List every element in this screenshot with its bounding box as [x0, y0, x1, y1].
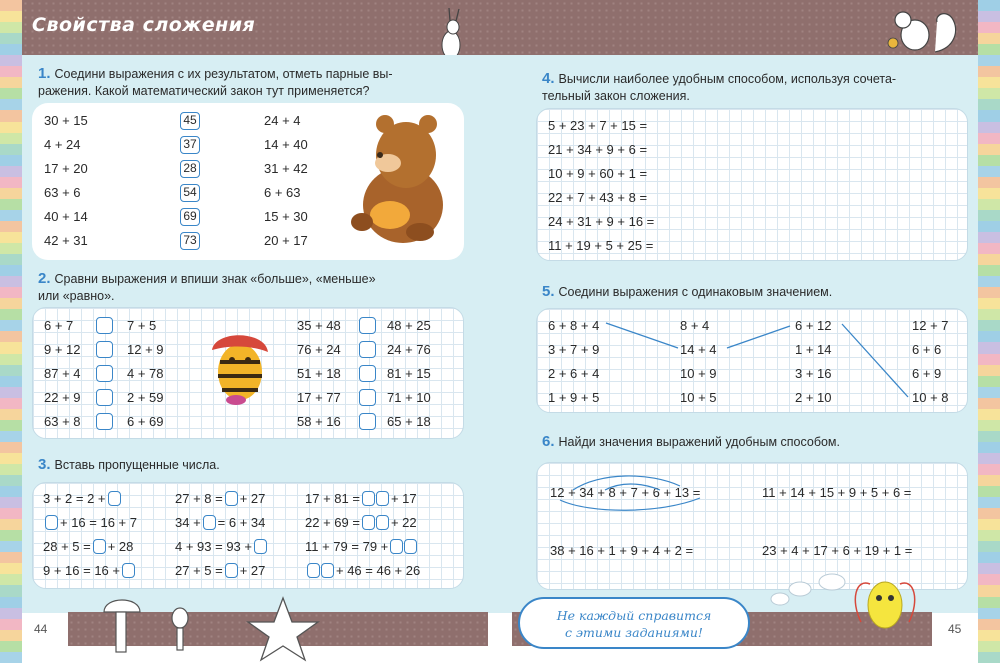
task1-left-expression: 17 + 20 — [44, 161, 88, 176]
task1-right-expression: 6 + 63 — [264, 185, 301, 200]
task3-blank-box[interactable] — [225, 491, 238, 506]
task1-right-expression: 14 + 40 — [264, 137, 308, 152]
task3-equation-part: 3 + 2 = 2 + — [43, 491, 106, 506]
task3-blank-group[interactable] — [254, 539, 267, 554]
task1-result-box[interactable]: 28 — [180, 160, 200, 178]
task2-compare-box[interactable] — [96, 413, 113, 430]
task2-right-expression: 76 + 24 — [297, 342, 341, 357]
task6-instruction: 6. Найди значения выражений удобным способом. — [542, 433, 840, 450]
task1-result-box[interactable]: 37 — [180, 136, 200, 154]
task5-expression: 3 + 16 — [795, 366, 832, 381]
task1-left-expression: 40 + 14 — [44, 209, 88, 224]
task2-compare-box[interactable] — [359, 413, 376, 430]
task2-compare-box[interactable] — [359, 317, 376, 334]
task3-blank-group[interactable] — [45, 515, 58, 530]
task2-compare-box[interactable] — [96, 365, 113, 382]
task3-blank-box[interactable] — [254, 539, 267, 554]
task3-equation — [175, 539, 269, 554]
task3-equation — [305, 539, 419, 554]
task5-expression: 10 + 8 — [912, 390, 949, 405]
task5-instruction: 5. Соедини выражения с одинаковым значением. — [542, 283, 833, 300]
task2-right-expression: 35 + 48 — [297, 318, 341, 333]
task3-equation — [43, 491, 123, 506]
task2-left-expression: 9 + 12 — [44, 342, 81, 357]
task6-expression: 12 + 34 + 8 + 7 + 6 + 13 = — [550, 485, 701, 500]
task5-expression: 6 + 9 — [912, 366, 942, 381]
footer-bar-left — [68, 612, 488, 646]
cloud-line2: с этими заданиями! — [565, 625, 703, 640]
task1-left-expression: 4 + 24 — [44, 137, 81, 152]
task3-equation-part: 28 + 5 = — [43, 539, 91, 554]
task3-equation-part: 9 + 16 = 16 + — [43, 563, 120, 578]
task3-equation-part: + 17 — [390, 491, 417, 506]
task3-blank-box[interactable] — [108, 491, 121, 506]
task6-expression: 11 + 14 + 15 + 9 + 5 + 6 = — [762, 485, 912, 500]
task3-instruction: 3. Вставь пропущенные числа. — [38, 456, 220, 473]
task1-instruction: 1. Соедини выражения с их результатом, отметь парные вы- ражения. Какой математический закон тут применяется? — [38, 65, 393, 98]
task4-expression: 24 + 31 + 9 + 16 = — [548, 214, 655, 229]
page-number-right: 45 — [948, 622, 962, 636]
task3-blank-box[interactable] — [404, 539, 417, 554]
task3-equation — [175, 515, 265, 530]
task3-equation — [43, 539, 133, 554]
task3-equation-part: + 27 — [239, 491, 266, 506]
task2-left-expression: 7 + 5 — [127, 318, 157, 333]
right-color-stripes — [978, 0, 1000, 663]
task2-compare-box[interactable] — [359, 341, 376, 358]
task5-expression: 6 + 8 + 4 — [548, 318, 600, 333]
task2-right-expression: 17 + 77 — [297, 390, 341, 405]
task3-blank-box[interactable] — [390, 539, 403, 554]
task2-number: 2. — [38, 270, 51, 287]
task6-expression: 38 + 16 + 1 + 9 + 4 + 2 = — [550, 543, 694, 558]
task3-number: 3. — [38, 456, 51, 473]
task5-grid — [536, 308, 968, 413]
task5-expression: 1 + 14 — [795, 342, 832, 357]
task2-right-expression: 81 + 15 — [387, 366, 431, 381]
task3-equation-part: 34 + — [175, 515, 201, 530]
task2-left-expression: 2 + 59 — [127, 390, 164, 405]
task1-result-box[interactable]: 69 — [180, 208, 200, 226]
task2-right-expression: 58 + 16 — [297, 414, 341, 429]
task5-expression: 2 + 6 + 4 — [548, 366, 600, 381]
task2-right-expression: 48 + 25 — [387, 318, 431, 333]
task4-instruction: 4. Вычисли наиболее удобным способом, используя сочета- тельный закон сложения. — [542, 70, 897, 103]
task3-blank-group[interactable] — [203, 515, 216, 530]
task5-expression: 6 + 6 — [912, 342, 942, 357]
task3-blank-box[interactable] — [307, 563, 320, 578]
task2-right-expression: 24 + 76 — [387, 342, 431, 357]
task4-number: 4. — [542, 70, 555, 87]
task5-expression: 8 + 4 — [680, 318, 710, 333]
task1-left-expression: 42 + 31 — [44, 233, 88, 248]
task3-blank-group[interactable] — [225, 491, 238, 506]
task1-right-expression: 20 + 17 — [264, 233, 308, 248]
task3-equation-part: 4 + 93 = 93 + — [175, 539, 252, 554]
page-number-left: 44 — [34, 622, 48, 636]
task4-expression: 21 + 34 + 9 + 6 = — [548, 142, 648, 157]
task2-left-expression: 87 + 4 — [44, 366, 81, 381]
task3-blank-group[interactable] — [93, 539, 106, 554]
task3-equation — [43, 515, 137, 530]
task3-blank-group[interactable] — [390, 539, 417, 554]
task6-expression: 23 + 4 + 17 + 6 + 19 + 1 = — [762, 543, 913, 558]
task3-blank-group[interactable] — [362, 491, 389, 506]
task1-result-box[interactable]: 45 — [180, 112, 200, 130]
task5-number: 5. — [542, 283, 555, 300]
task3-blank-box[interactable] — [203, 515, 216, 530]
task5-expression: 2 + 10 — [795, 390, 832, 405]
task1-left-expression: 30 + 15 — [44, 113, 88, 128]
task1-left-expression: 63 + 6 — [44, 185, 81, 200]
task3-blank-box[interactable] — [225, 563, 238, 578]
task3-blank-group[interactable] — [362, 515, 389, 530]
task1-number: 1. — [38, 65, 51, 82]
task3-blank-group[interactable] — [122, 563, 135, 578]
task1-right-expression: 31 + 42 — [264, 161, 308, 176]
cloud-line1: Не каждый справится — [556, 608, 712, 623]
task2-compare-box[interactable] — [96, 341, 113, 358]
task3-equation — [43, 563, 137, 578]
task3-equation-part: 27 + 8 = — [175, 491, 223, 506]
task2-instruction: 2. Сравни выражения и впиши знак «больше», «меньше» или «равно». — [38, 270, 376, 303]
task3-equation — [305, 563, 420, 578]
task1-result-box[interactable]: 73 — [180, 232, 200, 250]
task3-equation-part: + 27 — [239, 563, 266, 578]
task5-expression: 3 + 7 + 9 — [548, 342, 600, 357]
task1-right-expression: 24 + 4 — [264, 113, 301, 128]
task4-expression: 10 + 9 + 60 + 1 = — [548, 166, 648, 181]
task5-expression: 12 + 7 — [912, 318, 949, 333]
task2-left-expression: 63 + 8 — [44, 414, 81, 429]
task3-blank-box[interactable] — [362, 515, 375, 530]
task2-left-expression: 12 + 9 — [127, 342, 164, 357]
task3-blank-box[interactable] — [376, 491, 389, 506]
task2-compare-box[interactable] — [96, 317, 113, 334]
task3-blank-box[interactable] — [93, 539, 106, 554]
task3-blank-group[interactable] — [225, 563, 238, 578]
task3-blank-group[interactable] — [307, 563, 334, 578]
task2-right-expression: 65 + 18 — [387, 414, 431, 429]
task4-expression: 11 + 19 + 5 + 25 = — [548, 238, 654, 253]
left-color-stripes — [0, 0, 22, 663]
task3-blank-box[interactable] — [321, 563, 334, 578]
task3-blank-box[interactable] — [122, 563, 135, 578]
task6-number: 6. — [542, 433, 555, 450]
task3-equation-part: + 16 = 16 + 7 — [60, 515, 137, 530]
task5-expression: 1 + 9 + 5 — [548, 390, 600, 405]
task3-blank-box[interactable] — [45, 515, 58, 530]
task2-left-expression: 6 + 7 — [44, 318, 74, 333]
page-title: Свойства сложения — [32, 14, 256, 36]
task1-result-box[interactable]: 54 — [180, 184, 200, 202]
task2-left-expression: 4 + 78 — [127, 366, 164, 381]
task3-equation-part: + 46 = 46 + 26 — [336, 563, 421, 578]
task3-equation-part: + 28 — [107, 539, 134, 554]
task1-right-expression: 15 + 30 — [264, 209, 308, 224]
task3-equation — [305, 515, 417, 530]
task3-equation — [305, 491, 417, 506]
task3-equation-part: 17 + 81 = — [305, 491, 360, 506]
task3-equation — [175, 563, 265, 578]
task5-expression: 10 + 9 — [680, 366, 717, 381]
task3-blank-group[interactable] — [108, 491, 121, 506]
task1-panel — [32, 103, 464, 260]
task6-grid — [536, 462, 968, 590]
task2-left-expression: 6 + 69 — [127, 414, 164, 429]
task2-compare-box[interactable] — [359, 365, 376, 382]
task2-right-expression: 71 + 10 — [387, 390, 431, 405]
task3-blank-box[interactable] — [362, 491, 375, 506]
task3-equation-part: 11 + 79 = 79 + — [305, 539, 389, 554]
task3-blank-box[interactable] — [376, 515, 389, 530]
task2-left-expression: 22 + 9 — [44, 390, 81, 405]
task5-expression: 6 + 12 — [795, 318, 832, 333]
task2-right-expression: 51 + 18 — [297, 366, 341, 381]
task5-expression: 10 + 5 — [680, 390, 717, 405]
task3-equation-part: 22 + 69 = — [305, 515, 360, 530]
task4-expression: 22 + 7 + 43 + 8 = — [548, 190, 648, 205]
task5-expression: 14 + 4 — [680, 342, 717, 357]
task3-equation — [175, 491, 265, 506]
task3-equation-part: 27 + 5 = — [175, 563, 223, 578]
task2-compare-box[interactable] — [359, 389, 376, 406]
motivation-speech-cloud — [518, 597, 750, 649]
task3-equation-part: + 22 — [390, 515, 417, 530]
task2-compare-box[interactable] — [96, 389, 113, 406]
task3-equation-part: = 6 + 34 — [217, 515, 266, 530]
task4-expression: 5 + 23 + 7 + 15 = — [548, 118, 648, 133]
